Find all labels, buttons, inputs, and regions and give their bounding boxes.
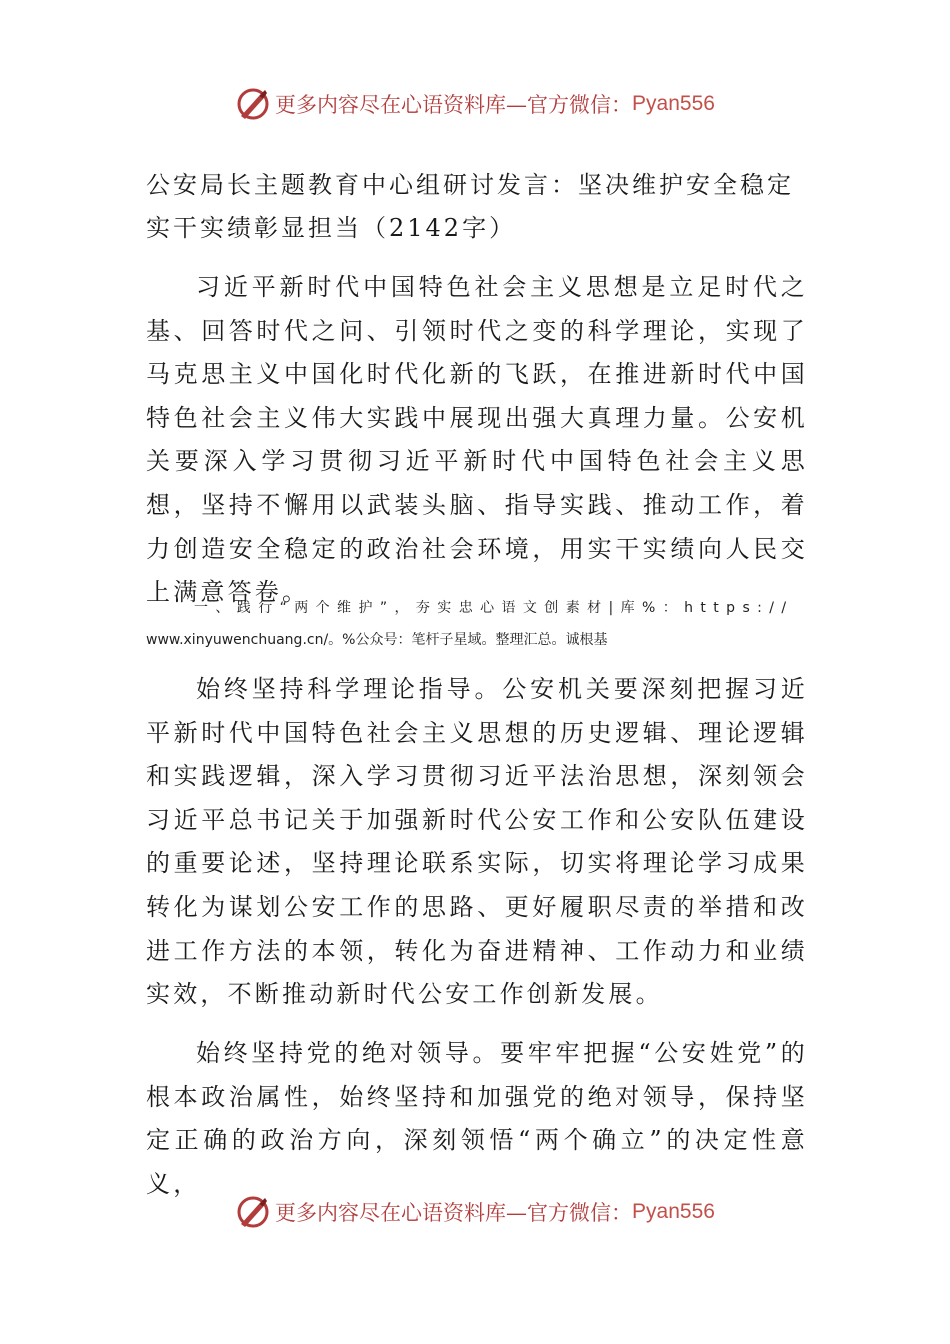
banner-text: 更多内容尽在心语资料库—官方微信： [275, 93, 633, 117]
pen-logo-icon [235, 86, 271, 122]
footer-banner [0, 1190, 950, 1234]
banner-wechat-id: Pyan556 [632, 1200, 715, 1223]
paragraph-intro: 习近平新时代中国特色社会主义思想是立足时代之基、回答时代之问、引领时代之变的科学理论，实现了马克思主义中国化时代化新的飞跃，在推进新时代中国特色社会主义伟大实践中展现出强大真理力量。公安机关要深入学习贯彻习近平新时代中国特色社会主义思想，坚持不懈用以武装头脑、指导实践、推动工作，着力创造安全稳定的政治社会环境，用实干实绩向人民交上满意答卷。 [146, 273, 808, 607]
banner-text: 更多内容尽在心语资料库—官方微信： [275, 1201, 633, 1225]
document-title: 公安局长主题教育中心组研讨发言：坚决维护安全稳定实干实绩彰显担当（2142字） [146, 171, 794, 242]
note-line-2: www.xinyuwenchuang.cn/。%公众号：笔杆子星域。整理汇总。诚根基 [146, 632, 608, 648]
paragraph-theory: 始终坚持科学理论指导。公安机关要深刻把握习近平新时代中国特色社会主义思想的历史逻辑、理论逻辑和实践逻辑，深入学习贯彻习近平法治思想，深刻领会习近平总书记关于加强新时代公安工作和公安队伍建设的重要论述，坚持理论联系实际，切实将理论学习成果转化为谋划公安工作的思路、更好履职尽责的举措和改进工作方法的本领，转化为奋进精神、工作动力和业绩实效，不断推动新时代公安工作创新发展。 [146, 675, 808, 1009]
paragraph-leadership: 始终坚持党的绝对领导。要牢牢把握“公安姓党”的根本政治属性，始终坚持和加强党的绝对领导，保持坚定正确的政治方向，深刻领悟“两个确立”的决定性意义， [146, 1039, 808, 1198]
banner-wechat-id: Pyan556 [632, 92, 715, 115]
header-banner [0, 82, 950, 126]
section-heading-note [146, 592, 808, 656]
pen-logo-icon [235, 1194, 271, 1230]
note-line-1: 一、践行“两个维护”，夯实忠心语文创素材|库%：https:// [194, 600, 794, 616]
